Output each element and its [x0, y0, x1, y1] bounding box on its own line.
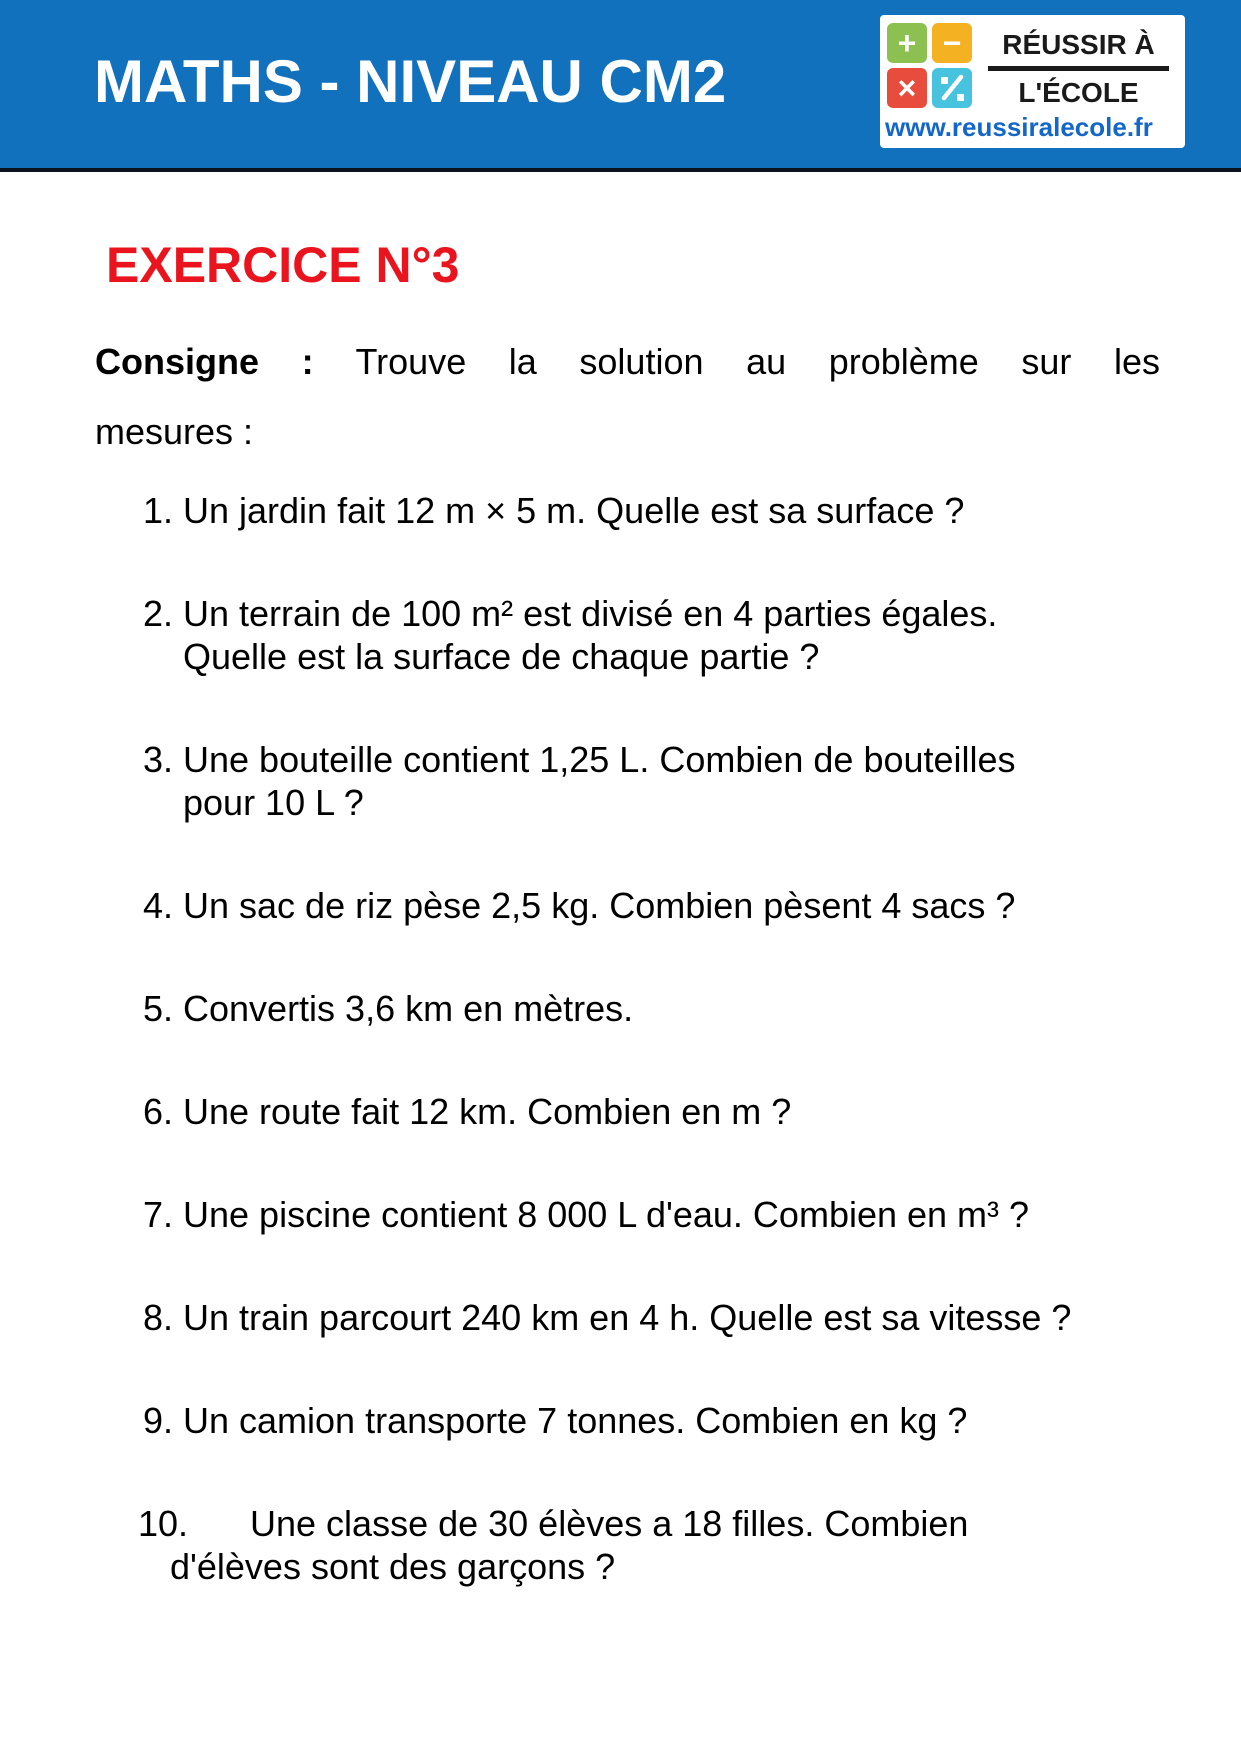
problem-text: Une bouteille contient 1,25 L. Combien de bouteilles pour 10 L ?: [183, 739, 1016, 823]
problem-item: [0, 987, 1241, 1030]
problem-text: Un terrain de 100 m² est divisé en 4 parties égales. Quelle est la surface de chaque partie ?: [183, 593, 998, 677]
consigne-label: Consigne :: [95, 341, 314, 382]
problem-item: [0, 489, 1241, 532]
consigne-paragraph: [95, 327, 1160, 467]
logo-brand-text: [980, 29, 1177, 109]
header-bar: [0, 0, 1241, 172]
minus-icon: [932, 23, 972, 63]
logo-brand-line2: L'ÉCOLE: [1018, 77, 1139, 108]
problem-number: 1.: [143, 490, 174, 531]
problem-list: [0, 489, 1241, 1648]
logo-brand-line1: RÉUSSIR À: [1002, 29, 1155, 60]
problem-number: 7.: [143, 1194, 174, 1235]
problem-item: [0, 1193, 1241, 1236]
divide-icon: [932, 68, 972, 108]
consigne-line1: [95, 327, 1160, 397]
logo: [880, 15, 1185, 148]
problem-text: Convertis 3,6 km en mètres.: [183, 988, 634, 1029]
problem-number: 4.: [143, 885, 174, 926]
plus-icon: [887, 23, 927, 63]
page-title: MATHS - NIVEAU CM2: [94, 48, 727, 115]
problem-item: [0, 738, 1241, 824]
problem-item: [0, 1296, 1241, 1339]
problem-number: 3.: [143, 739, 174, 780]
problem-item: [0, 1399, 1241, 1442]
problem-item: [0, 1090, 1241, 1133]
problem-number: 2.: [143, 593, 174, 634]
problem-text: Un camion transporte 7 tonnes. Combien en kg ?: [183, 1400, 968, 1441]
divide-slash-glyph: [932, 68, 972, 108]
multiply-icon: [887, 68, 927, 108]
consigne-text: Trouve la solution au problème sur les: [313, 341, 1160, 382]
problem-number: 6.: [143, 1091, 174, 1132]
problem-item: [0, 592, 1241, 678]
problem-item: [0, 1502, 1241, 1588]
exercise-title: EXERCICE N°3: [106, 237, 460, 293]
multiply-glyph: ×: [897, 70, 917, 106]
problem-text: Une route fait 12 km. Combien en m ?: [183, 1091, 792, 1132]
problem-number: 10.: [138, 1503, 189, 1544]
logo-operator-grid: [887, 23, 972, 108]
logo-divider: [988, 66, 1169, 71]
problem-item: [0, 884, 1241, 927]
problem-number: 9.: [143, 1400, 174, 1441]
problem-number: 5.: [143, 988, 174, 1029]
logo-url: www.reussiralecole.fr: [885, 112, 1153, 142]
problem-text: Un sac de riz pèse 2,5 kg. Combien pèsent 4 sacs ?: [183, 885, 1016, 926]
consigne-line2: mesures :: [95, 411, 254, 452]
minus-glyph: −: [942, 25, 962, 61]
problem-text: Une piscine contient 8 000 L d'eau. Combien en m³ ?: [183, 1194, 1030, 1235]
problem-text: Une classe de 30 élèves a 18 filles. Combien d'élèves sont des garçons ?: [170, 1503, 969, 1587]
plus-glyph: +: [897, 25, 917, 61]
problem-number: 8.: [143, 1297, 174, 1338]
problem-text: Un jardin fait 12 m × 5 m. Quelle est sa surface ?: [183, 490, 965, 531]
problem-text: Un train parcourt 240 km en 4 h. Quelle est sa vitesse ?: [183, 1297, 1072, 1338]
